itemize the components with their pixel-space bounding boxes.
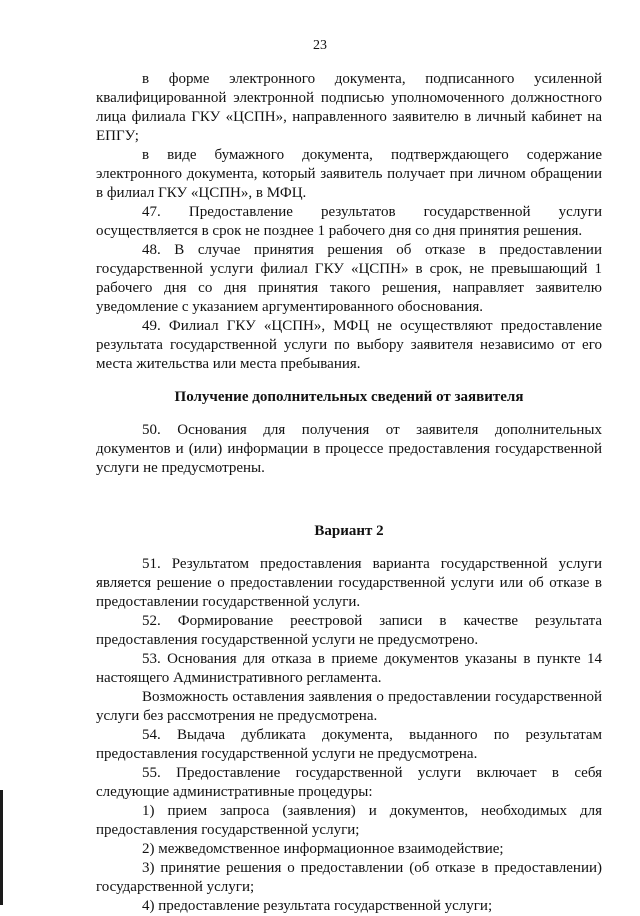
section-heading-variant-2: Вариант 2	[314, 523, 384, 539]
paragraph-electronic-doc: в форме электронного документа, подписанного усиленной квалифицированной электронной подписью уполномоченного должностного лица филиала ГКУ «ЦСПН», направленного заявителю в личный кабинет на ЕПГУ;	[96, 71, 602, 144]
procedure-item-2: 2) межведомственное информационное взаимодействие;	[142, 841, 504, 857]
section-heading-additional-info: Получение дополнительных сведений от заявителя	[174, 389, 524, 405]
procedure-item-1: 1) прием запроса (заявления) и документов, необходимых для предоставления государственной услуги;	[96, 803, 602, 838]
document-body	[96, 70, 602, 916]
paragraph-49: 49. Филиал ГКУ «ЦСПН», МФЦ не осуществляют предоставление результата государственной услуги по выбору заявителя независимо от его места жительства или места пребывания.	[96, 318, 602, 372]
paragraph-52: 52. Формирование реестровой записи в качестве результата предоставления государственной услуги не предусмотрено.	[96, 613, 602, 648]
paragraph-54: 54. Выдача дубликата документа, выданного по результатам предоставления государственной услуги не предусмотрена.	[96, 727, 602, 762]
paragraph-no-review: Возможность оставления заявления о предоставлении государственной услуги без рассмотрения не предусмотрена.	[96, 689, 602, 724]
paragraph-paper-doc: в виде бумажного документа, подтверждающего содержание электронного документа, который заявитель получает при личном обращении в филиал ГКУ «ЦСПН», в МФЦ.	[96, 147, 602, 201]
paragraph-50: 50. Основания для получения от заявителя дополнительных документов и (или) информации в процессе предоставления государственной услуги не предусмотрены.	[96, 422, 602, 476]
page-number: 23	[313, 38, 327, 53]
procedure-item-4: 4) предоставление результата государственной услуги;	[142, 898, 493, 914]
paragraph-47: 47. Предоставление результатов государственной услуги осуществляется в срок не позднее 1 рабочего дня со дня принятия решения.	[96, 204, 602, 239]
procedure-item-3: 3) принятие решения о предоставлении (об отказе в предоставлении) государственной услуги;	[96, 860, 602, 895]
scan-edge-mark	[0, 790, 3, 905]
paragraph-51: 51. Результатом предоставления варианта государственной услуги является решение о предоставлении государственной услуги или об отказе в предоставлении государственной услуги.	[96, 556, 602, 610]
paragraph-55: 55. Предоставление государственной услуги включает в себя следующие административные процедуры:	[96, 765, 602, 800]
paragraph-48: 48. В случае принятия решения об отказе в предоставлении государственной услуги филиал ГКУ «ЦСПН» в срок, не превышающий 1 рабочего дня со дня принятия такого решения, направляет заявителю уведомление с указанием аргументированного обоснования.	[96, 242, 602, 315]
paragraph-53: 53. Основания для отказа в приеме документов указаны в пункте 14 настоящего Административного регламента.	[96, 651, 602, 686]
